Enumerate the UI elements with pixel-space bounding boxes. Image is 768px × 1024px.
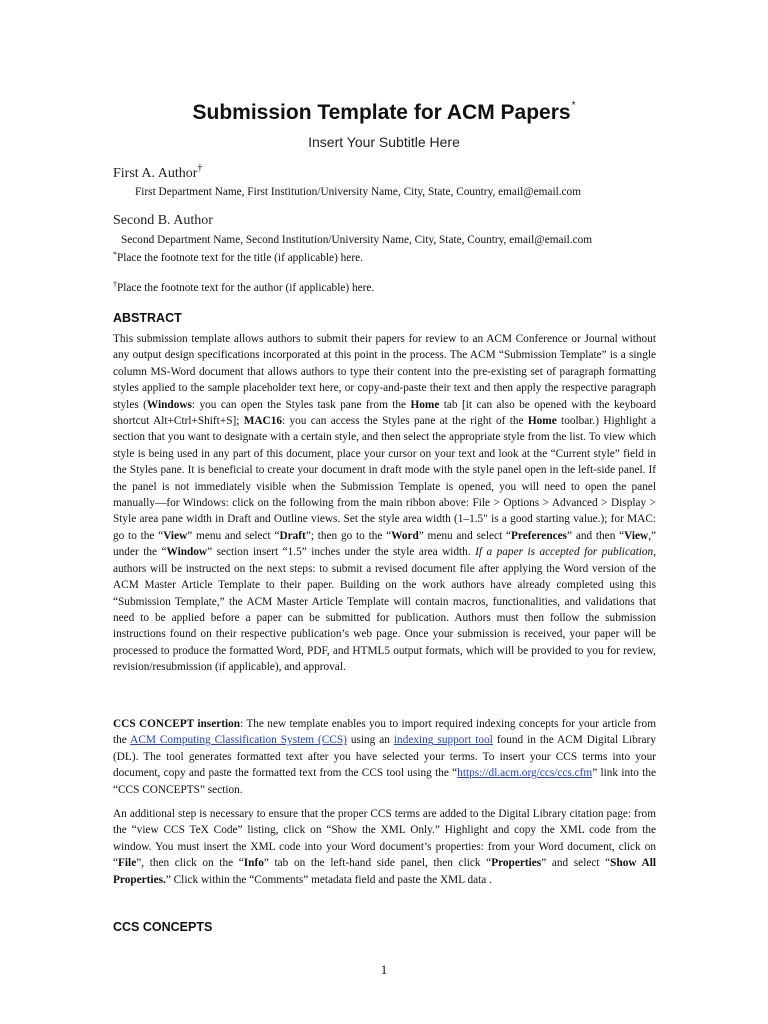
- ccs-concepts-heading: CCS CONCEPTS: [113, 920, 213, 934]
- ccs-url-link[interactable]: https://dl.acm.org/ccs/ccs.cfm: [457, 767, 593, 780]
- author-footnote: †Place the footnote text for the author (if applicable) here.: [113, 280, 375, 294]
- paper-subtitle: Insert Your Subtitle Here: [308, 134, 460, 150]
- author-2-name: Second B. Author: [113, 213, 213, 228]
- page-number: 1: [380, 962, 388, 977]
- title-footnote: *Place the footnote text for the title (if applicable) here.: [113, 250, 363, 264]
- title-footnote-mark: *: [571, 100, 576, 111]
- author-2-affiliation: Second Department Name, Second Institution/University Name, City, State, Country, email@email.com: [121, 234, 593, 246]
- author-1-name: First A. Author†: [113, 163, 203, 181]
- author-1-footnote-mark: †: [197, 163, 203, 174]
- ccs-insertion-paragraph: CCS CONCEPT insertion: The new template enables you to import required indexing concepts for your article from the ACM Computing Classification System (CCS) using an indexing support tool found in the ACM Digital Library (DL). The tool generates formatted text after you have selected your terms. To insert your CCS terms into your document, copy and paste the formatted text from the CCS tool using the “https://dl.acm.org/ccs/ccs.cfm” link into the “CCS CONCEPTS” section.: [113, 718, 656, 796]
- abstract-heading: ABSTRACT: [113, 311, 182, 325]
- paper-title: Submission Template for ACM Papers*: [192, 100, 576, 124]
- ccs-link[interactable]: ACM Computing Classification System (CCS): [130, 734, 347, 747]
- author-1-affiliation: First Department Name, First Institution/University Name, City, State, Country, email@email.com: [135, 186, 581, 198]
- abstract-paragraph-1: This submission template allows authors to submit their papers for review to an ACM Conference or Journal without any output design specifications incorporated at this point in the process. The ACM “Submission Template” is a single column MS-Word document that allows authors to type their content into the pre-existing set of paragraph formatting styles applied to the sample placeholder text here, or copy-and-paste their text and then apply the respective paragraph styles (Windows: you can open the Styles task pane from the Home tab [it can also be opened with the keyboard shortcut Alt+Ctrl+Shift+S]; MAC16: you can access the Styles pane at the right of the Home toolbar.) Highlight a section that you want to designate with a certain style, and then select the appropriate style from the list. To view which style is being used in any part of this document, place your cursor on your text and look at the “Current style” field in the Styles pane. It is beneficial to create your document in draft mode with the style panel open in the left-side panel. If the panel is not immediately visible when the Submission Template is opened, you will need to open the panel manually—for Windows: click on the following from the main ribbon above: File > Options > Advanced > Display > Style area pane width in Draft and Outline views. Set the style area width (1–1.5" is a good starting value.); for MAC: go to the “View” menu and select “Draft”; then go to the “Word” menu and select “Preferences” and then “View,” under the “Window” section insert “1.5” inches under the style area width. If a paper is accepted for publication, authors will be instructed on the next steps: to submit a revised document file after applying the Word version of the ACM Master Article Template to their paper. Building on the work authors have already completed using this “Submission Template,” the ACM Master Article Template will contain macros, functionalities, and validations that need to be applied before a paper can be submitted for publication. Authors must then follow the submission instructions found on their respective publication’s web page. Once your submission is received, your paper will be processed to produce the formatted Word, PDF, and HTML5 output formats, which will be provided to you for review, revision/resubmission (if applicable), and approval.: [113, 333, 657, 674]
- additional-step-paragraph: An additional step is necessary to ensure that the proper CCS terms are added to the Digital Library citation page: from the “view CCS TeX Code” listing, click on “Show the XML Only.” Highlight and copy the XML code from the window. You must insert the XML code into your Word document’s properties: from your Word document, click on “File”, then click on the “Info” tab on the left-hand side panel, then click “Properties” and select “Show All Properties.” Click within the “Comments” metadata field and paste the XML data .: [113, 808, 656, 886]
- indexing-tool-link[interactable]: indexing support tool: [393, 734, 493, 747]
